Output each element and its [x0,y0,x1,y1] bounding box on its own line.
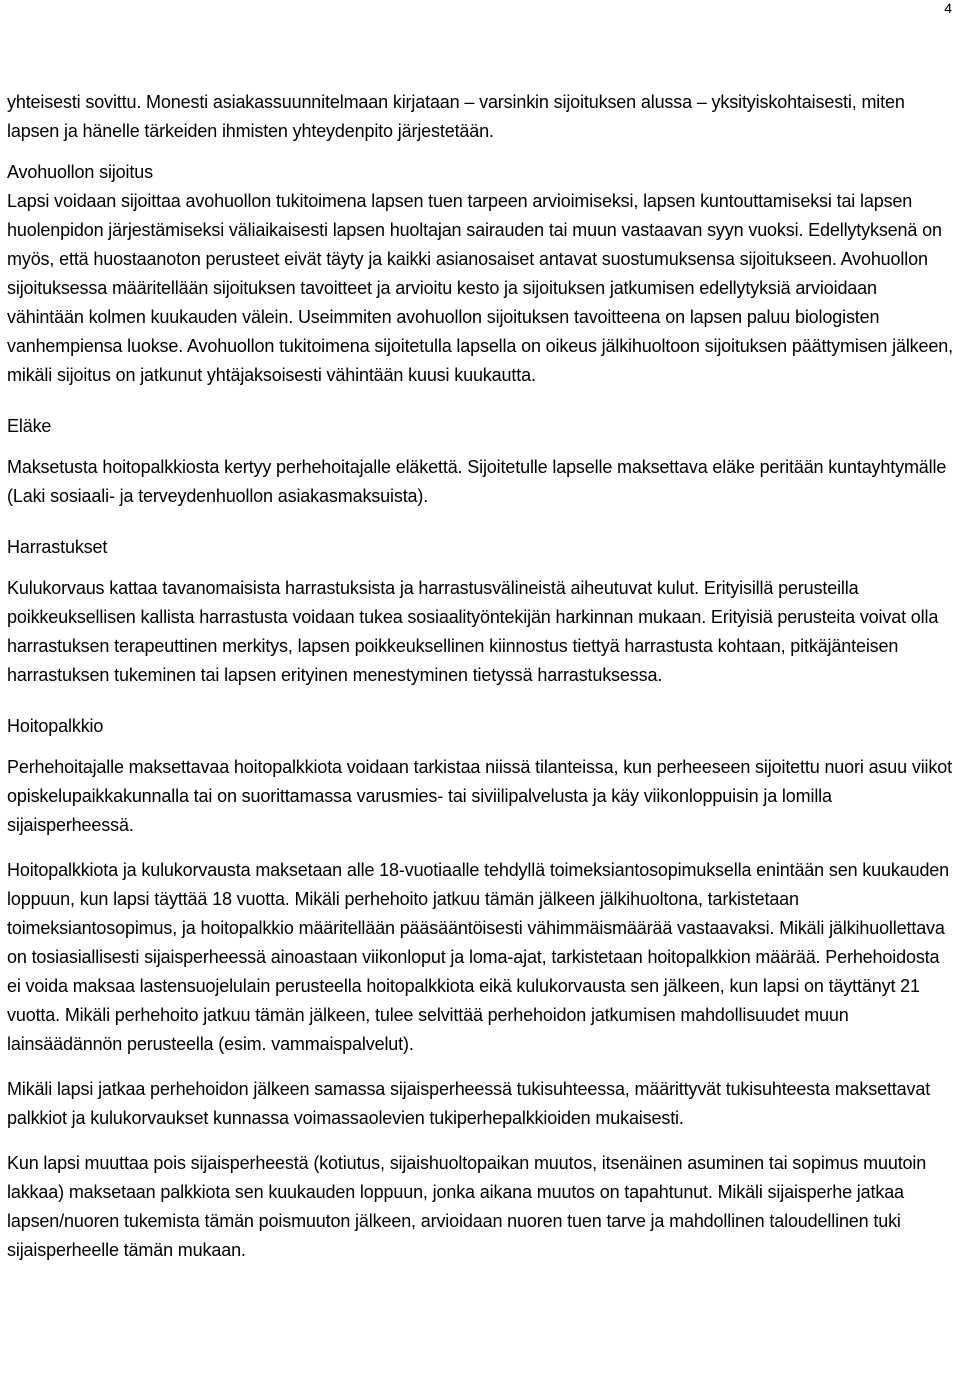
paragraph-hoitopalkkio-4: Kun lapsi muuttaa pois sijaisperheestä (kotiutus, sijaishuoltopaikan muutos, itsenäinen asuminen tai sopimus muutoin lakkaa) maksetaan palkkiota sen kuukauden loppuun, jonka aikana muutos on tapahtunut. Mikäli sijaisperhe jatkaa lapsen/nuoren tukemista tämän poismuuton jälkeen, arvioidaan nuoren tuen tarve ja mahdollinen taloudellinen tuki sijaisperheelle tämän mukaan. [7,1153,927,1260]
heading-harrastukset: Harrastukset [7,537,108,557]
paragraph-hoitopalkkio-1: Perhehoitajalle maksettavaa hoitopalkkiota voidaan tarkistaa niissä tilanteissa, kun perheeseen sijoitettu nuori asuu viikot opiskelupaikkakunnalla tai on suorittamassa varusmies- tai siviilipalvelusta ja käy viikonloppuisin ja lomilla sijaisperheessä. [7,757,952,835]
heading-hoitopalkkio: Hoitopalkkio [7,716,104,736]
document-body [7,88,955,1265]
page-number: 4 [944,0,952,16]
paragraph-avohuollon-sijoitus: Lapsi voidaan sijoittaa avohuollon tukitoimena lapsen tuen tarpeen arvioimiseksi, lapsen kuntouttamiseksi tai lapsen huolenpidon järjestämiseksi väliaikaisesti lapsen huoltajan sairauden tai muun vastaavan syyn vuoksi. Edellytyksenä on myös, että huostaanoton perusteet eivät täyty ja kaikki asianosaiset antavat suostumuksensa sijoitukseen. Avohuollon sijoituksessa määritellään sijoituksen tavoitteet ja arvioitu kesto ja sijoituksen jatkumisen edellytyksiä arvioidaan vähintään kolmen kuukauden välein. Useimmiten avohuollon sijoituksen tavoitteena on lapsen paluu biologisten vanhempiensa luokse. Avohuollon tukitoimena sijoitetulla lapsella on oikeus jälkihuoltoon sijoituksen päättymisen jälkeen, mikäli sijoitus on jatkunut yhtäjaksoisesti vähintään kuusi kuukautta. [7,191,953,385]
heading-elake: Eläke [7,416,52,436]
paragraph-harrastukset: Kulukorvaus kattaa tavanomaisista harrastuksista ja harrastusvälineistä aiheutuvat kulut. Erityisillä perusteilla poikkeuksellisen kallista harrastusta voidaan tukea sosiaalityöntekijän harkinnan mukaan. Erityisiä perusteita voivat olla harrastuksen terapeuttinen merkitys, lapsen poikkeuksellinen kiinnostus tiettyä harrastusta kohtaan, pitkäjänteisen harrastuksen tukeminen tai lapsen erityinen menestyminen tietyssä harrastuksessa. [7,578,939,685]
paragraph-elake: Maksetusta hoitopalkkiosta kertyy perhehoitajalle eläkettä. Sijoitetulle lapselle maksettava eläke peritään kuntayhtymälle (Laki sosiaali- ja terveydenhuollon asiakasmaksuista). [7,457,947,506]
heading-avohuollon-sijoitus: Avohuollon sijoitus [7,162,153,182]
paragraph-hoitopalkkio-3: Mikäli lapsi jatkaa perhehoidon jälkeen samassa sijaisperheessä tukisuhteessa, määrittyvät tukisuhteesta maksettavat palkkiot ja kulukorvaukset kunnassa voimassaolevien tukiperhepalkkioiden mukaisesti. [7,1079,931,1128]
intro-paragraph: yhteisesti sovittu. Monesti asiakassuunnitelmaan kirjataan – varsinkin sijoituksen alussa – yksityiskohtaisesti, miten lapsen ja hänelle tärkeiden ihmisten yhteydenpito järjestetään. [7,92,905,141]
paragraph-hoitopalkkio-2: Hoitopalkkiota ja kulukorvausta maksetaan alle 18-vuotiaalle tehdyllä toimeksiantosopimuksella enintään sen kuukauden loppuun, kun lapsi täyttää 18 vuotta. Mikäli perhehoito jatkuu tämän jälkeen jälkihuoltona, tarkistetaan toimeksiantosopimus, ja hoitopalkkio määritellään pääsääntöisesti vähimmäismäärää vastaavaksi. Mikäli jälkihuollettava on tosiasiallisesti sijaisperheessä ainoastaan viikonloput ja loma-ajat, tarkistetaan hoitopalkkion määrää. Perhehoidosta ei voida maksaa lastensuojelulain perusteella hoitopalkkiota eikä kulukorvausta sen jälkeen, kun lapsi on täyttänyt 21 vuotta. Mikäli perhehoito jatkuu tämän jälkeen, tulee selvittää perhehoidon jatkumisen mahdollisuudet muun lainsäädännön perusteella (esim. vammaispalvelut). [7,860,950,1054]
